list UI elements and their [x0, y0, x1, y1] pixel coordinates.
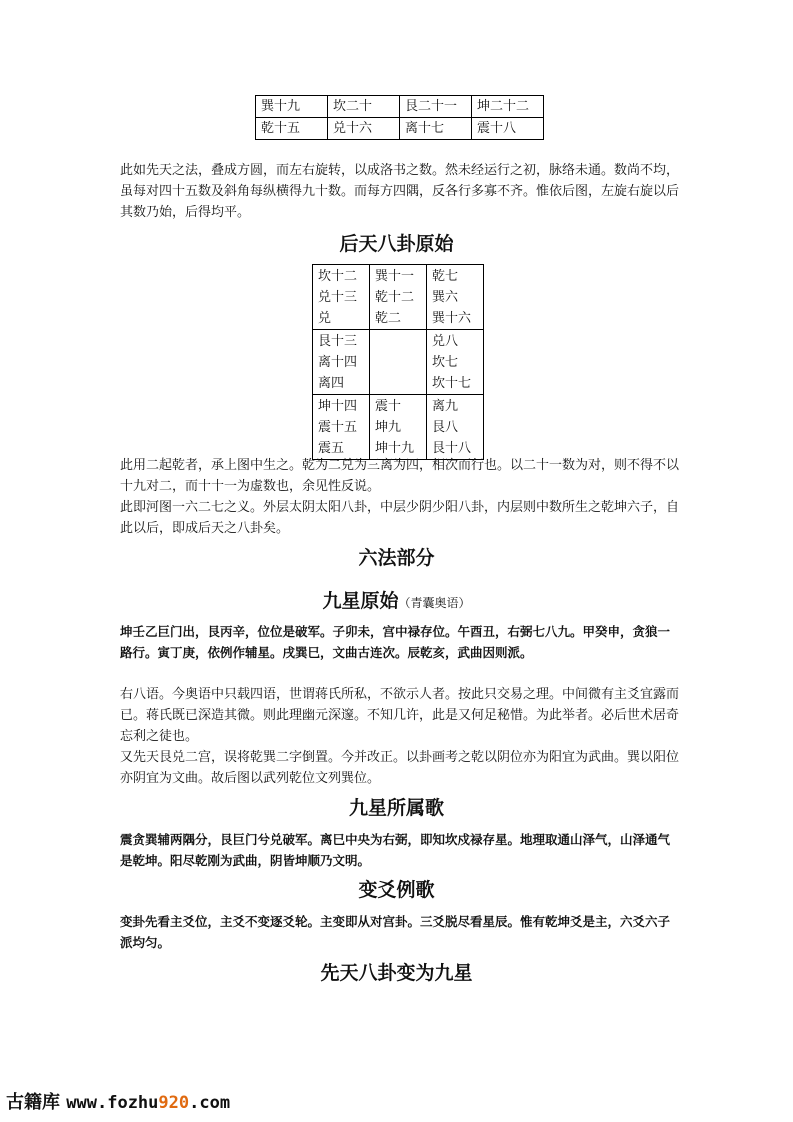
- heading-jiuxing-suoshu: 九星所属歌: [348, 797, 444, 819]
- heading-bianyao: 变爻例歌: [358, 879, 435, 901]
- top-number-table: [255, 95, 544, 140]
- heading-houtian-bagua: 后天八卦原始: [339, 233, 454, 255]
- paragraph-hetu: 此即河图一六二七之义。外层太阴太阳八卦，中层少阴少阳八卦，内层则中数所生之乾坤六子，自此以后，即成后天之八卦矣。: [120, 500, 680, 536]
- heading-liufa: 六法部分: [358, 547, 435, 569]
- table-row: [256, 96, 544, 118]
- table-cell: 坎二十: [328, 96, 400, 118]
- table-cell: 离十七: [400, 118, 472, 140]
- table-cell: 乾十五: [256, 118, 328, 140]
- paragraph-gen-dui: 又先天艮兑二宫，误将乾巽二字倒置。今并改正。以卦画考之乾以阴位亦为阳宜为武曲。巽以阳位亦阴宜为文曲。故后图以武列乾位文列巽位。: [120, 750, 680, 786]
- grid-cell-empty: [370, 330, 427, 395]
- table-cell: 艮二十一: [400, 96, 472, 118]
- paragraph-qian-start: 此用二起乾者，承上图中生之。乾为二兑为三离为四，相次而行也。以二十一数为对，则不得不以十九对二，而十十一为虚数也，余见性反说。: [120, 458, 680, 494]
- grid-cell: 巽十一 乾十二 乾二: [370, 265, 427, 330]
- grid-cell: 坎十二 兑十三 兑: [313, 265, 370, 330]
- table-row: [313, 265, 484, 330]
- grid-cell: 离九 艮八 艮十八: [427, 395, 484, 460]
- table-row: [313, 395, 484, 460]
- grid-cell: 坤十四 震十五 震五: [313, 395, 370, 460]
- table-cell: 坤二十二: [472, 96, 544, 118]
- grid-cell: 乾七 巽六 巽十六: [427, 265, 484, 330]
- grid-cell: 艮十三 离十四 离四: [313, 330, 370, 395]
- grid-cell: 兑八 坎七 坎十七: [427, 330, 484, 395]
- table-cell: 兑十六: [328, 118, 400, 140]
- table-row: [313, 330, 484, 395]
- houtian-grid-table: [312, 264, 484, 460]
- paragraph-qingnang-verse: 坤壬乙巨门出，艮丙辛，位位是破军。子卯未，宫中禄存位。午酉丑，右弼七八九。甲癸申，贪狼一路行。寅丁庚，依例作辅星。戌巽巳，文曲古连次。辰乾亥，武曲因则派。: [120, 624, 671, 660]
- table-row: [256, 118, 544, 140]
- table-cell: 震十八: [472, 118, 544, 140]
- table-cell: 巽十九: [256, 96, 328, 118]
- heading-jiuxing-yuanshi: 九星原始（青囊奥语）: [322, 590, 471, 612]
- paragraph-xiantian: 此如先天之法，叠成方圆，而左右旋转，以成洛书之数。然未经运行之初，脉络未通。数尚不均，虽每对四十五数及斜角每纵横得九十数。而每方四隅，反各行多寡不齐。惟依后图，左旋右旋以后其数乃始，后得均平。: [120, 163, 680, 220]
- watermark-footer: [6, 1088, 230, 1114]
- paragraph-jiuxing-song: 震贪巽辅两隅分，艮巨门兮兑破军。离巳中央为右弼，即知坎戍禄存星。地理取通山泽气，山泽通气是乾坤。阳尽乾刚为武曲，阴皆坤顺乃文明。: [120, 832, 671, 868]
- paragraph-bianyao-song: 变卦先看主爻位，主爻不变逐爻轮。主变即从对宫卦。三爻脱尽看星辰。惟有乾坤爻是主，六爻六子派均匀。: [120, 914, 671, 950]
- brand-text: 古籍库: [6, 1092, 60, 1113]
- paragraph-ba-yu: 右八语。今奥语中只载四语，世谓蒋氏所私，不欲示人者。按此只交易之理。中间微有主爻宜露而已。蒋氏既已深造其微。则此理幽元深邃。不知几许，此是又何足秘惜。为此举者。必后世术居奇忘利之徒也。: [120, 687, 680, 744]
- site-url: www.fozhu920.com: [66, 1093, 231, 1113]
- heading-xiantian-jiuxing: 先天八卦变为九星: [320, 962, 473, 984]
- heading-subtitle: （青囊奥语）: [398, 596, 471, 610]
- grid-cell: 震十 坤九 坤十九: [370, 395, 427, 460]
